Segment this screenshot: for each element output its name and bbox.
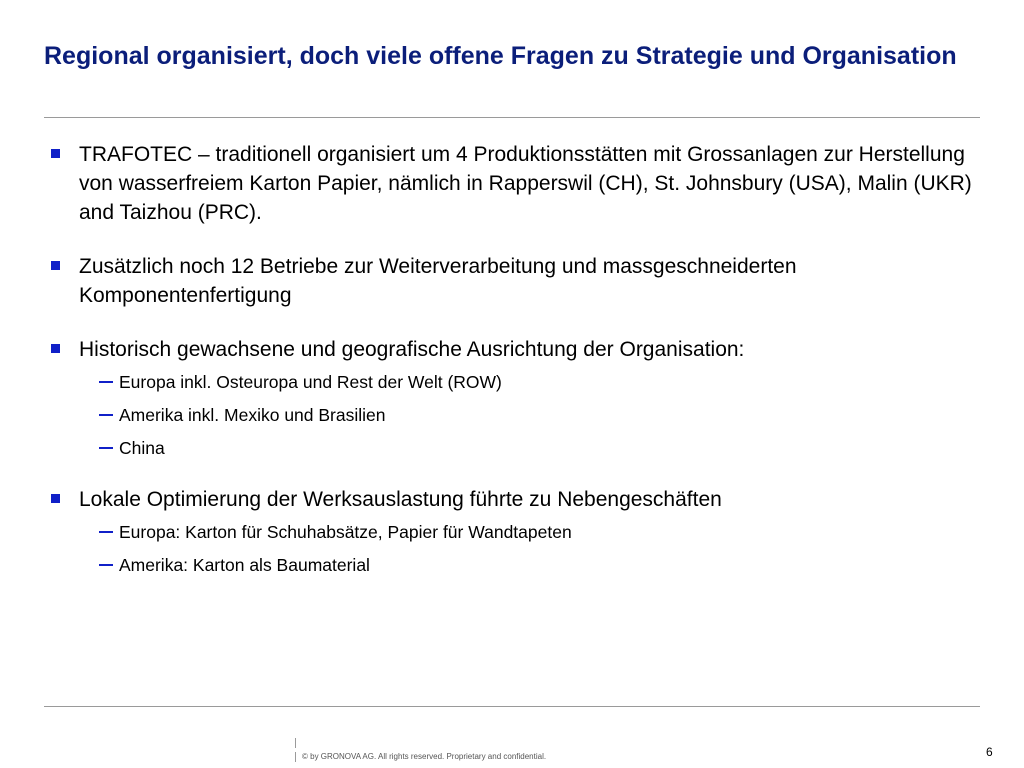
page-number: 6 <box>986 745 993 759</box>
dash-bullet-icon <box>99 564 113 566</box>
sub-bullet-item <box>79 403 984 427</box>
title-divider <box>44 117 980 118</box>
bullet-list <box>44 140 984 586</box>
footer-separator <box>295 738 296 748</box>
sub-bullet-text: Amerika: Karton als Baumaterial <box>119 555 370 575</box>
sub-bullet-item <box>79 520 984 544</box>
footer-divider <box>44 706 980 707</box>
sub-bullet-item <box>79 370 984 394</box>
bullet-text: Zusätzlich noch 12 Betriebe zur Weiterverarbeitung und massgeschneiderten Komponentenfertigung <box>79 255 797 307</box>
sub-bullet-text: China <box>119 438 165 458</box>
sub-bullet-list <box>79 370 984 460</box>
square-bullet-icon <box>51 261 60 270</box>
sub-bullet-text: Amerika inkl. Mexiko und Brasilien <box>119 405 386 425</box>
dash-bullet-icon <box>99 414 113 416</box>
bullet-text: Lokale Optimierung der Werksauslastung führte zu Nebengeschäften <box>79 488 722 511</box>
bullet-item <box>44 140 984 227</box>
square-bullet-icon <box>51 494 60 503</box>
square-bullet-icon <box>51 344 60 353</box>
bullet-item <box>44 485 984 577</box>
bullet-item <box>44 252 984 310</box>
sub-bullet-text: Europa: Karton für Schuhabsätze, Papier für Wandtapeten <box>119 522 572 542</box>
slide-title: Regional organisiert, doch viele offene Fragen zu Strategie und Organisation <box>44 42 957 70</box>
dash-bullet-icon <box>99 531 113 533</box>
square-bullet-icon <box>51 149 60 158</box>
bullet-text: TRAFOTEC – traditionell organisiert um 4 Produktionsstätten mit Grossanlagen zur Herstellung von wasserfreiem Karton Papier, nämlich in Rapperswil (CH), St. Johnsbury (USA), Malin (UKR) and Taizhou (PRC). <box>79 143 972 224</box>
sub-bullet-text: Europa inkl. Osteuropa und Rest der Welt (ROW) <box>119 372 502 392</box>
sub-bullet-item <box>79 436 984 460</box>
dash-bullet-icon <box>99 381 113 383</box>
copyright-notice: © by GRONOVA AG. All rights reserved. Proprietary and confidential. <box>302 752 547 761</box>
bullet-item <box>44 335 984 460</box>
sub-bullet-item <box>79 553 984 577</box>
bullet-text: Historisch gewachsene und geografische Ausrichtung der Organisation: <box>79 338 745 361</box>
footer-separator <box>295 752 296 762</box>
dash-bullet-icon <box>99 447 113 449</box>
sub-bullet-list <box>79 520 984 577</box>
